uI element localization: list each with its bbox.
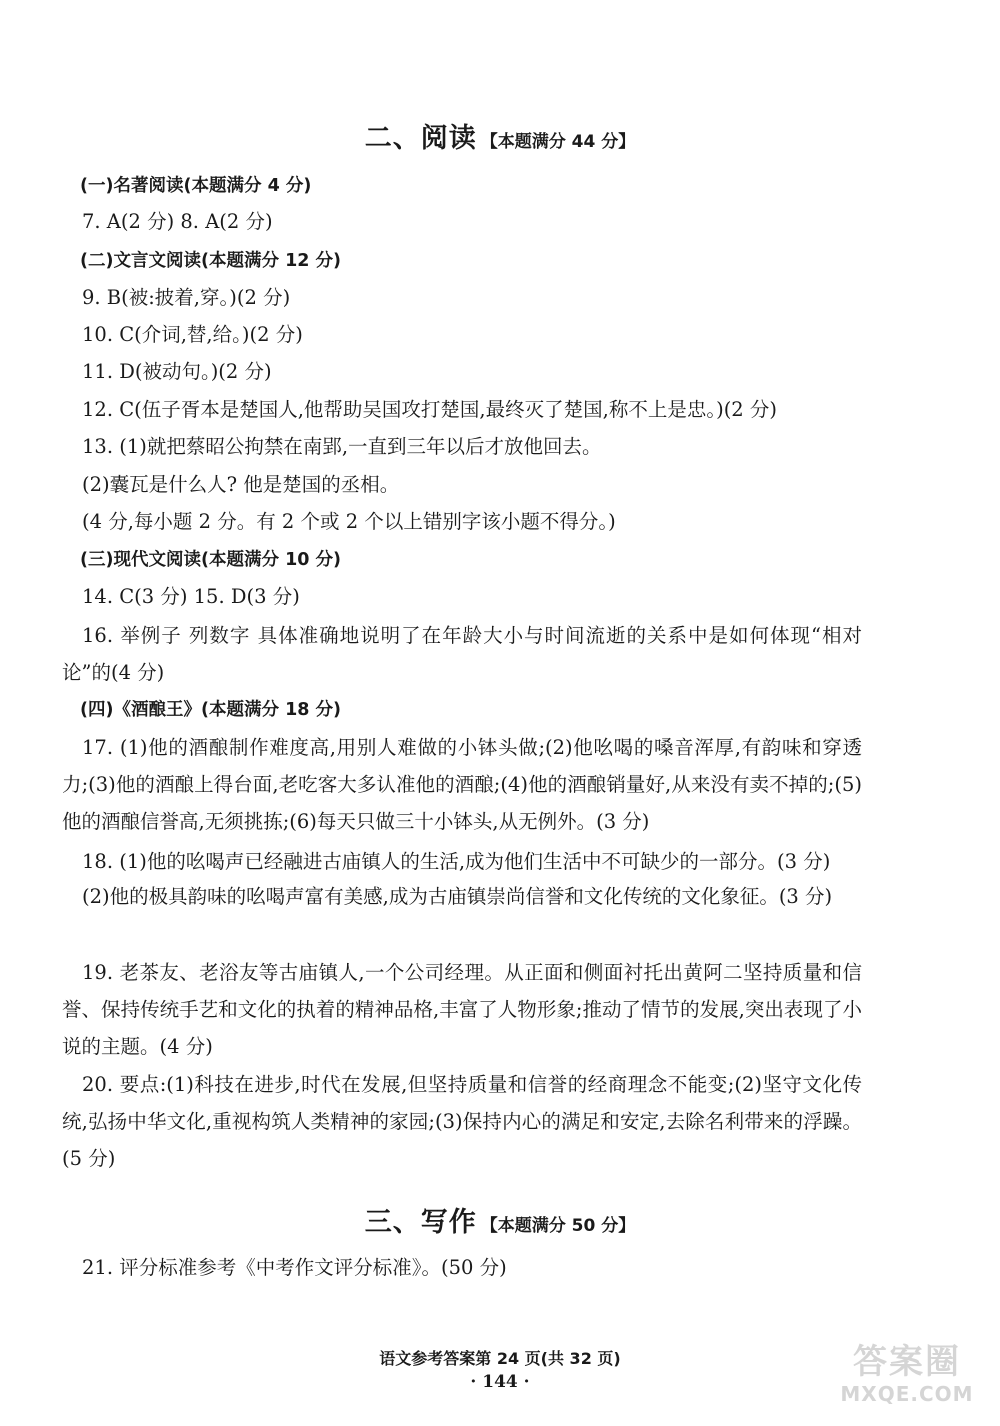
answer-16: 16. 举例子 列数字 具体准确地说明了在年龄大小与时间流逝的关系中是如何体现“相对论”的(4 分) xyxy=(62,624,862,684)
answer-11: 11. D(被动句。)(2 分) xyxy=(82,360,272,383)
answer-9: 9. B(被:披着,穿。)(2 分) xyxy=(82,286,291,309)
section-reading-score: 【本题满分 44 分】 xyxy=(480,132,636,152)
part3-heading: (三)现代文阅读(本题满分 10 分) xyxy=(80,550,342,570)
part2-heading: (二)文言文阅读(本题满分 12 分) xyxy=(80,251,342,271)
answer-18-2: (2)他的极具韵味的吆喝声富有美感,成为古庙镇崇尚信誉和文化传统的文化象征。(3 分) xyxy=(82,885,833,908)
answer-19: 19. 老茶友、老浴友等古庙镇人,一个公司经理。从正面和侧面衬托出黄阿二坚持质量和信誉、保持传统手艺和文化的执着的精神品格,丰富了人物形象;推动了情节的发展,突出表现了小说的主题。(4 分) xyxy=(62,961,862,1058)
answers-7-8: 7. A(2 分) 8. A(2 分) xyxy=(82,210,273,233)
answer-18-1: 18. (1)他的吆喝声已经融进古庙镇人的生活,成为他们生活中不可缺少的一部分。(3 分) xyxy=(82,850,831,873)
answer-13-note: (4 分,每小题 2 分。有 2 个或 2 个以上错别字该小题不得分。) xyxy=(82,510,616,533)
answer-10: 10. C(介词,替,给。)(2 分) xyxy=(82,323,303,346)
part4-heading: (四)《酒酿王》(本题满分 18 分) xyxy=(80,700,342,720)
section-reading-name: 二、阅读 xyxy=(364,123,477,154)
section-writing-score: 【本题满分 50 分】 xyxy=(480,1216,636,1236)
section-reading-title xyxy=(0,116,1000,155)
part1-heading: (一)名著阅读(本题满分 4 分) xyxy=(80,176,312,196)
footer-caption: 语文参考答案第 24 页(共 32 页) xyxy=(379,1349,621,1368)
watermark-cn: 答案圈 xyxy=(853,1342,961,1382)
answers-14-15: 14. C(3 分) 15. D(3 分) xyxy=(82,585,300,608)
answer-12: 12. C(伍子胥本是楚国人,他帮助吴国攻打楚国,最终灭了楚国,称不上是忠。)(2 分) xyxy=(82,398,778,421)
section-writing-name: 三、写作 xyxy=(364,1207,477,1238)
section-writing-title xyxy=(0,1200,1000,1239)
answer-20: 20. 要点:(1)科技在进步,时代在发展,但坚持质量和信誉的经商理念不能变;(2)坚守文化传统,弘扬中华文化,重视构筑人类精神的家园;(3)保持内心的满足和安定,去除名利带来的浮躁。(5 分) xyxy=(62,1073,862,1170)
answer-21: 21. 评分标准参考《中考作文评分标准》。(50 分) xyxy=(82,1256,507,1279)
watermark-en: MXQE.COM xyxy=(840,1382,974,1406)
answer-17: 17. (1)他的酒酿制作难度高,用别人难做的小钵头做;(2)他吆喝的嗓音浑厚,有韵味和穿透力;(3)他的酒酿上得台面,老吃客大多认准他的酒酿;(4)他的酒酿销量好,从来没有卖不掉的;(5)他的酒酿信誉高,无须挑拣;(6)每天只做三十小钵头,从无例外。(3 分) xyxy=(62,736,862,833)
answer-13-2: (2)囊瓦是什么人? 他是楚国的丞相。 xyxy=(82,473,400,496)
page-number: · 144 · xyxy=(470,1372,530,1392)
site-watermark-logo xyxy=(832,1342,982,1412)
answer-13-1: 13. (1)就把蔡昭公拘禁在南郢,一直到三年以后才放他回去。 xyxy=(82,435,602,458)
